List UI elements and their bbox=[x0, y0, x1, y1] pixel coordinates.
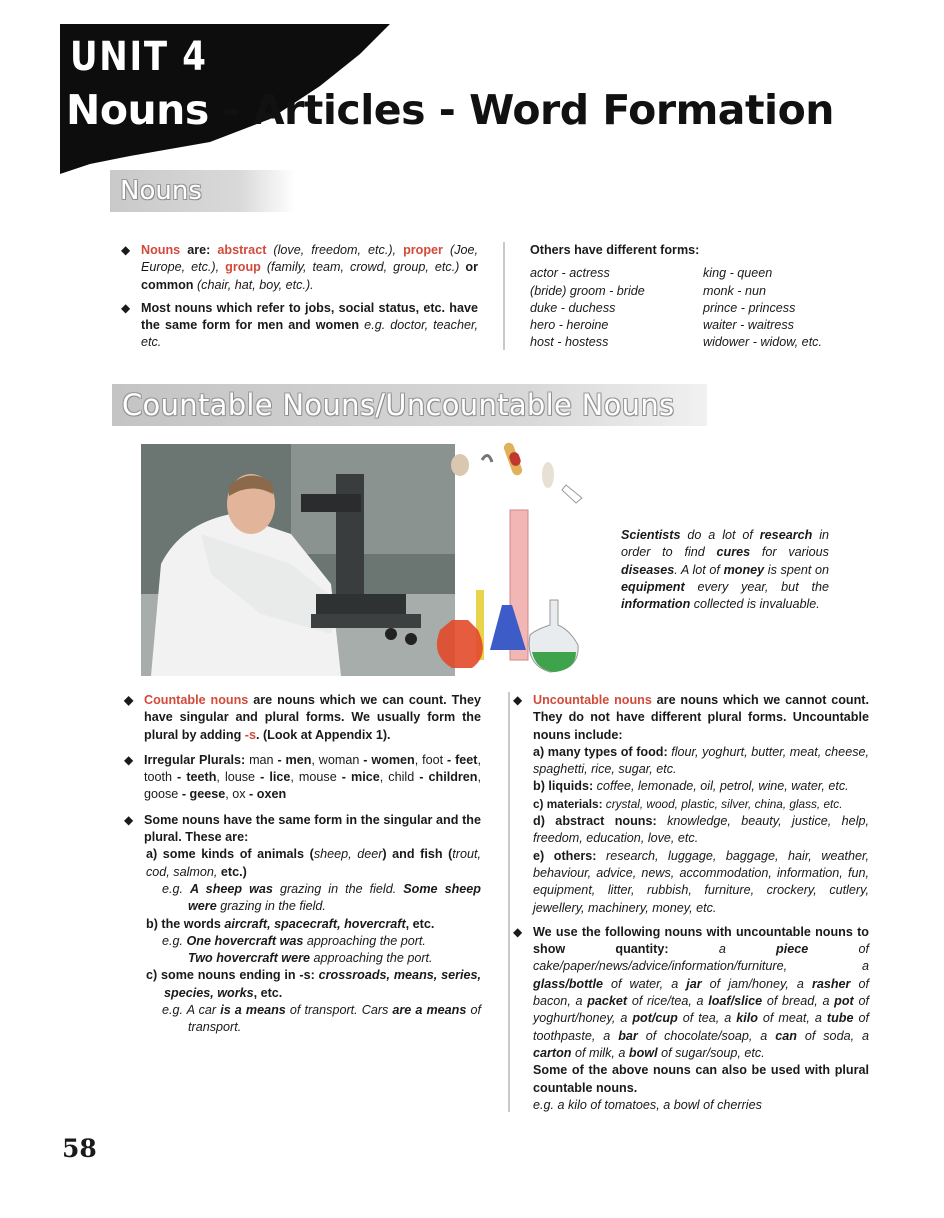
bullet-diamond-icon: ◆ bbox=[121, 300, 131, 315]
text: Some sheep were bbox=[188, 881, 481, 914]
page-number: 58 bbox=[62, 1134, 97, 1163]
text: equipment bbox=[621, 579, 685, 594]
text: One hovercraft was bbox=[186, 933, 304, 948]
separator: , bbox=[216, 770, 225, 785]
quantity-word: packet bbox=[587, 994, 628, 1009]
text: flour, yoghurt, butter, meat, cheese, spaghetti, rice, sugar, etc. bbox=[533, 744, 869, 777]
text: c) some nouns ending in -s: bbox=[146, 968, 319, 983]
forms-list bbox=[530, 265, 860, 351]
text: (family, team, crowd, group, etc.) bbox=[260, 260, 466, 275]
uncount-c bbox=[533, 796, 869, 813]
text: etc.) bbox=[217, 864, 247, 879]
text: cures bbox=[716, 545, 751, 560]
bullet-same-singular-plural bbox=[124, 812, 481, 1037]
text: of chocolate/soap, bbox=[637, 1028, 761, 1043]
text: crystal, wood, plastic, silver, china, glass, etc. bbox=[602, 796, 843, 811]
text: Some of the above nouns can also be used with plural countable nouns. bbox=[533, 1063, 869, 1095]
separator: , bbox=[414, 752, 423, 767]
text: , etc. bbox=[405, 916, 435, 931]
forms-pair: (bride) groom - bride bbox=[530, 283, 645, 298]
text: Irregular Plurals: bbox=[144, 752, 246, 767]
text: a bbox=[575, 994, 588, 1009]
bullet-diamond-icon: ◆ bbox=[124, 752, 134, 767]
text: approaching the port. bbox=[310, 951, 433, 966]
term-nouns: Nouns bbox=[141, 243, 181, 257]
singular-word: goose bbox=[144, 787, 179, 802]
nouns-left-column bbox=[121, 242, 478, 352]
text: c) materials: bbox=[533, 796, 603, 811]
text: (love, freedom, etc.), bbox=[266, 243, 404, 257]
text: for various bbox=[750, 545, 829, 560]
dash: - bbox=[172, 770, 187, 785]
example-a bbox=[162, 881, 481, 916]
column-divider bbox=[508, 692, 510, 1112]
text: of transport. bbox=[188, 1003, 481, 1035]
text: approaching the port. bbox=[303, 933, 426, 948]
plural-word: mice bbox=[351, 770, 380, 785]
forms-pair: waiter - waitress bbox=[703, 318, 794, 333]
text: do a lot of bbox=[680, 528, 760, 542]
sub-a bbox=[146, 846, 481, 881]
singular-word: louse bbox=[224, 770, 256, 785]
text: or common bbox=[141, 260, 478, 292]
singular-word: tooth bbox=[144, 770, 173, 785]
text: a bbox=[760, 1028, 776, 1043]
plural-word: women bbox=[371, 752, 415, 767]
separator: , bbox=[311, 752, 319, 767]
text: (chair, hat, boy, etc.). bbox=[193, 277, 314, 292]
quantity-word: kilo bbox=[736, 1011, 758, 1026]
bullet-irregular-plurals bbox=[124, 752, 481, 804]
forms-pair: actor - actress bbox=[530, 266, 610, 281]
quantity-list bbox=[533, 942, 869, 1060]
uncount-e bbox=[533, 848, 869, 917]
text: -s bbox=[244, 727, 256, 742]
text: e) others: bbox=[533, 848, 597, 863]
bullet-same-form bbox=[121, 300, 478, 352]
text: a bbox=[822, 994, 835, 1009]
dash: - bbox=[273, 752, 286, 767]
term-abstract: abstract bbox=[217, 243, 267, 257]
separator: , bbox=[477, 752, 481, 767]
text: research, luggage, baggage, hair, weather, behaviour, advice, news, accommodation, information, fun, equipment, litter, rubbish, furniture, crockery, cutlery, jewellery, machinery, money, etc. bbox=[533, 848, 869, 915]
uncountable-column bbox=[513, 692, 870, 1114]
example-b2 bbox=[188, 950, 481, 967]
term-uncountable-nouns: Uncountable nouns bbox=[533, 693, 652, 707]
forms-pair: duke - duchess bbox=[530, 300, 616, 315]
forms-pair: king - queen bbox=[703, 266, 773, 281]
text: a bbox=[718, 942, 777, 957]
plural-word: geese bbox=[189, 787, 226, 802]
singular-word: man bbox=[249, 752, 274, 767]
quantity-word: pot bbox=[834, 994, 854, 1009]
text: research bbox=[759, 528, 813, 542]
text: a bbox=[862, 1028, 870, 1043]
text: crossroads, means, series, species, works bbox=[164, 968, 481, 1000]
text: e.g. bbox=[162, 933, 187, 948]
forms-pair: hero - heroine bbox=[530, 318, 609, 333]
text: grazing in the field. bbox=[272, 881, 404, 896]
dash: - bbox=[245, 787, 257, 802]
quantity-word: glass/bottle bbox=[533, 976, 603, 991]
plural-word: men bbox=[285, 752, 312, 767]
separator: , bbox=[225, 787, 233, 802]
uncount-d bbox=[533, 813, 869, 848]
text: , etc. bbox=[253, 985, 283, 1000]
scientist-photo bbox=[141, 444, 455, 676]
text: of tea, bbox=[677, 1011, 725, 1026]
flasks-illustration bbox=[430, 440, 610, 680]
plural-word: oxen bbox=[256, 787, 287, 802]
text: money bbox=[723, 562, 765, 577]
text: knowledge, beauty, justice, help, freedom, education, love, etc. bbox=[533, 814, 869, 846]
quantity-word: pot/cup bbox=[632, 1011, 678, 1026]
text: a bbox=[861, 959, 869, 974]
text: every year, but the bbox=[684, 579, 829, 594]
text: aircraft, spacecraft, hovercraft bbox=[224, 916, 406, 931]
text: are nouns which we cannot count. They do not have different plural forms. Uncountable nouns include: bbox=[533, 693, 869, 742]
forms-pair: prince - princess bbox=[703, 300, 796, 315]
term-countable-nouns: Countable nouns bbox=[144, 693, 249, 707]
bullet-diamond-icon: ◆ bbox=[121, 243, 131, 257]
text: of jam/honey, bbox=[701, 976, 797, 991]
section-banner-countable: Countable Nouns/Uncountable Nouns bbox=[112, 384, 707, 426]
forms-row bbox=[530, 317, 860, 334]
text: Most nouns which refer to jobs, social status, etc. have the same form for men and women bbox=[141, 300, 478, 333]
text: of toothpaste, bbox=[533, 1011, 869, 1043]
text: d) abstract nouns: bbox=[533, 814, 657, 829]
sub-c bbox=[146, 967, 481, 1002]
quantity-word: bowl bbox=[628, 1045, 658, 1060]
dash: - bbox=[178, 787, 190, 802]
section-banner-nouns: Nouns bbox=[110, 170, 295, 212]
singular-word: mouse bbox=[298, 770, 337, 785]
separator: , bbox=[379, 770, 389, 785]
text: trout, cod, salmon, bbox=[146, 847, 481, 879]
text: of sugar/soup, etc. bbox=[657, 1045, 765, 1060]
text: are nouns which we can count. They have singular and plural forms. We usually form the plural by adding bbox=[144, 693, 481, 742]
text: ) and fish ( bbox=[382, 847, 453, 862]
text: A sheep was bbox=[190, 881, 273, 896]
text: of water, bbox=[602, 976, 672, 991]
bullet-diamond-icon: ◆ bbox=[124, 693, 134, 707]
bullet-uncountable bbox=[513, 692, 869, 917]
text: a bbox=[618, 1045, 629, 1060]
text: Scientists bbox=[621, 528, 681, 542]
example-b1 bbox=[162, 933, 481, 950]
text: are: bbox=[180, 243, 218, 257]
separator: , bbox=[290, 770, 299, 785]
bullet-diamond-icon: ◆ bbox=[513, 924, 523, 939]
text: of transport. Cars bbox=[285, 1003, 393, 1018]
text: are a means bbox=[392, 1003, 467, 1018]
singular-word: woman bbox=[318, 752, 360, 767]
uncount-b bbox=[533, 778, 869, 795]
column-divider bbox=[503, 242, 505, 350]
text: . A lot of bbox=[674, 562, 724, 577]
quantity-word: tube bbox=[826, 1011, 854, 1026]
text: of milk, bbox=[571, 1045, 619, 1060]
text: a bbox=[620, 1011, 633, 1026]
quantity-word: piece bbox=[776, 942, 809, 957]
text: sheep, deer bbox=[313, 847, 383, 862]
forms-heading: Others have different forms: bbox=[530, 243, 700, 257]
uncount-a bbox=[533, 744, 869, 779]
text: . (Look at Appendix 1). bbox=[255, 727, 391, 742]
bullet-nouns-types bbox=[121, 242, 478, 294]
sub-b bbox=[146, 916, 481, 933]
quantity-word: loaf/slice bbox=[708, 994, 763, 1009]
plural-word: lice bbox=[269, 770, 291, 785]
text: a) some kinds of animals ( bbox=[146, 847, 314, 862]
plural-word: feet bbox=[455, 752, 478, 767]
quantity-word: jar bbox=[686, 976, 702, 991]
bullet-countable bbox=[124, 692, 481, 744]
nouns-right-column bbox=[530, 242, 860, 352]
text: information bbox=[621, 597, 691, 612]
text: Two hovercraft were bbox=[188, 951, 311, 966]
text: a) many types of food: bbox=[533, 744, 668, 759]
text: is a means bbox=[220, 1003, 286, 1018]
singular-word: child bbox=[388, 770, 415, 785]
unit-label: UNIT 4 bbox=[70, 34, 208, 80]
text: a bbox=[724, 1011, 737, 1026]
text: of bacon, bbox=[533, 976, 870, 1009]
bullet-diamond-icon: ◆ bbox=[513, 693, 523, 707]
text: e.g. a kilo of tomatoes, a bowl of cherries bbox=[533, 1097, 762, 1112]
photo-caption bbox=[621, 527, 829, 613]
text: of cake/paper/news/advice/information/furniture, bbox=[533, 942, 869, 974]
text: a bbox=[696, 994, 709, 1009]
text: diseases bbox=[621, 562, 675, 577]
singular-word: ox bbox=[232, 787, 246, 802]
text: in order to find bbox=[621, 528, 829, 560]
text: a bbox=[796, 976, 812, 991]
forms-pair: widower - widow, etc. bbox=[703, 335, 822, 350]
text: a bbox=[671, 976, 687, 991]
unit-title-nouns: Nouns bbox=[66, 86, 209, 134]
text: a bbox=[814, 1011, 827, 1026]
text: e.g. A car bbox=[162, 1003, 221, 1018]
dash: - bbox=[359, 752, 372, 767]
separator: , bbox=[477, 770, 481, 785]
text: of meat, bbox=[757, 1011, 815, 1026]
text: coffee, lemonade, oil, petrol, wine, water, etc. bbox=[593, 779, 849, 794]
text: b) the words bbox=[146, 916, 225, 931]
text: grazing in the field. bbox=[216, 899, 326, 914]
text: is spent on bbox=[764, 562, 829, 577]
quantity-word: carton bbox=[533, 1045, 572, 1060]
bullet-diamond-icon: ◆ bbox=[124, 812, 134, 827]
dash: - bbox=[336, 770, 352, 785]
dash: - bbox=[255, 770, 270, 785]
text: a bbox=[603, 1028, 619, 1043]
text: We use the following nouns with uncountable nouns to show quantity: bbox=[533, 924, 869, 957]
forms-row bbox=[530, 283, 860, 300]
forms-row bbox=[530, 265, 860, 282]
text: e.g. bbox=[162, 881, 191, 896]
unit-title bbox=[66, 86, 834, 134]
countable-column bbox=[124, 692, 481, 1037]
singular-word: foot bbox=[422, 752, 444, 767]
text: of rice/tea, bbox=[627, 994, 697, 1009]
unit-title-rest: - Articles - Word Formation bbox=[208, 86, 834, 134]
text: e.g. doctor, teacher, etc. bbox=[141, 318, 478, 350]
quantity-word: can bbox=[775, 1028, 797, 1043]
text: Some nouns have the same form in the singular and the plural. These are: bbox=[144, 812, 481, 845]
text: of soda, bbox=[796, 1028, 862, 1043]
forms-row bbox=[530, 300, 860, 317]
text: collected is invaluable. bbox=[690, 597, 820, 612]
bullet-quantity bbox=[513, 924, 870, 1114]
quantity-word: rasher bbox=[811, 976, 851, 991]
forms-row bbox=[530, 334, 860, 351]
text: (Joe, Europe, etc.), bbox=[141, 243, 478, 275]
text: b) liquids: bbox=[533, 779, 594, 794]
plural-word: teeth bbox=[186, 770, 217, 785]
plural-word: children bbox=[428, 770, 478, 785]
text: of bread, bbox=[762, 994, 823, 1009]
forms-pair: monk - nun bbox=[703, 283, 766, 298]
text: of yoghurt/honey, bbox=[533, 994, 869, 1026]
dash: - bbox=[443, 752, 456, 767]
dash: - bbox=[414, 770, 429, 785]
term-proper: proper bbox=[403, 243, 443, 257]
example-c bbox=[162, 1002, 481, 1037]
term-group: group bbox=[225, 260, 261, 275]
quantity-word: bar bbox=[618, 1028, 638, 1043]
forms-pair: host - hostess bbox=[530, 335, 609, 350]
